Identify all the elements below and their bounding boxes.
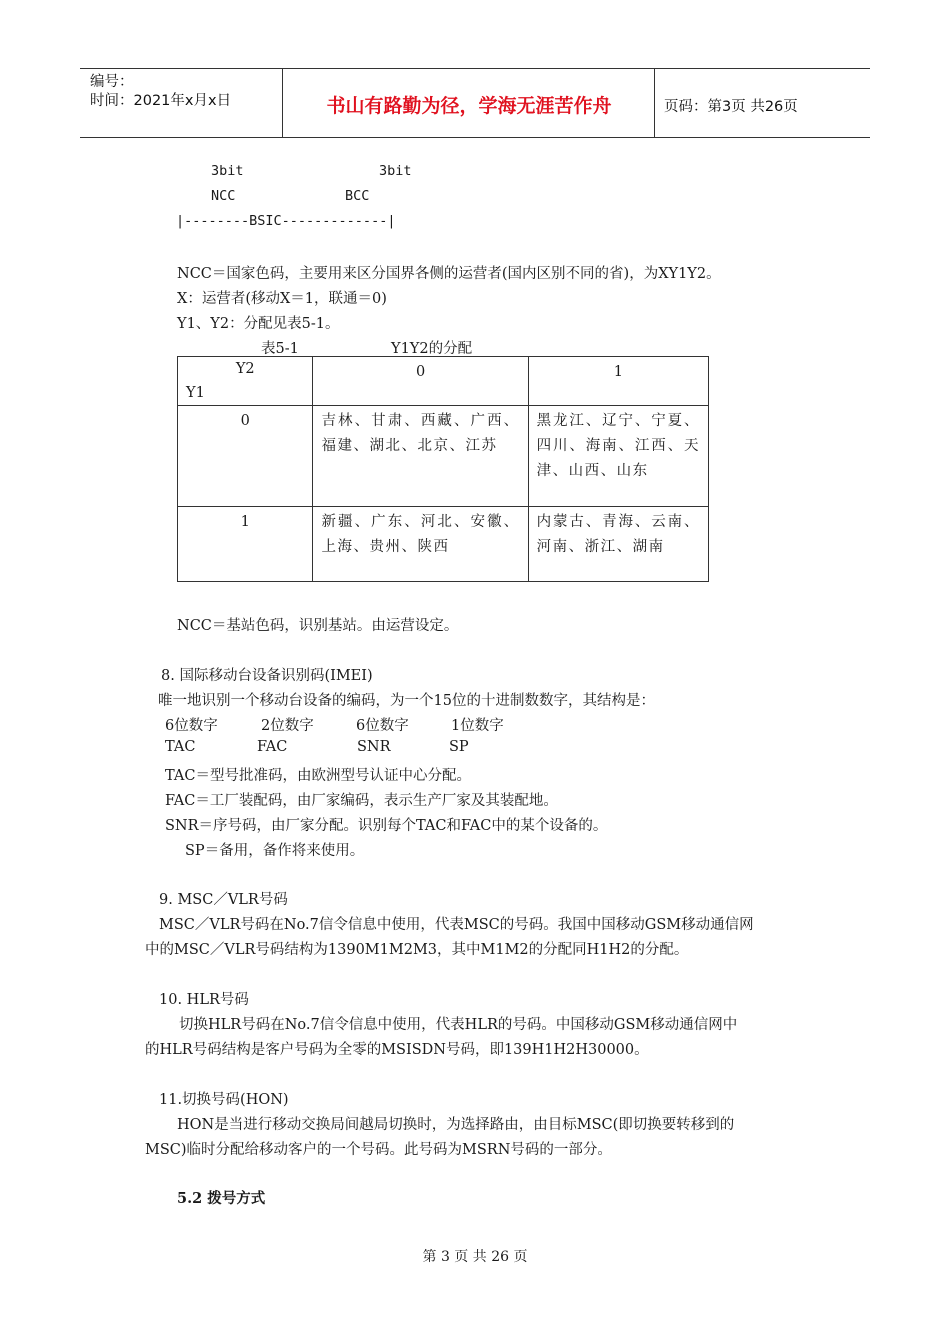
table-cell: 吉林、甘肃、西藏、广西、福建、湖北、北京、江苏 [313,406,528,507]
hon-text-line1: HON是当进行移动交换局间越局切换时，为选择路由，由目标MSC(即切换要转移到的 [177,1117,735,1133]
imei-code-snr: SNR [357,739,391,755]
header-divider [654,69,655,137]
tac-definition: TAC＝型号批准码，由欧洲型号认证中心分配。 [165,768,471,784]
bcc-label: BCC [345,188,370,204]
y-definition: Y1、Y2：分配见表5-1。 [177,316,340,332]
ncc-label: NCC [211,188,236,204]
hon-title: 11.切换号码(HON) [159,1092,289,1108]
bcc-definition: NCC＝基站色码，识别基站。由运营设定。 [177,618,459,634]
imei-code-fac: FAC [257,739,288,755]
doc-date-label: 时间：2021年x月x日 [90,93,232,109]
row-label: 0 [178,406,313,507]
page-header [80,68,870,138]
doc-number-label: 编号： [90,74,134,90]
sp-definition: SP＝备用，备作将来使用。 [185,843,365,859]
imei-digits-fac: 2位数字 [261,718,314,734]
ncc-bits: 3bit [211,163,244,179]
table-caption-number: 表5-1 [261,341,299,357]
imei-code-sp: SP [449,739,469,755]
header-divider [282,69,283,137]
imei-intro: 唯一地识别一个移动台设备的编码，为一个15位的十进制数数字，其结构是： [158,693,655,709]
table-row [178,406,709,507]
msc-text-line2: 中的MSC／VLR号码结构为1390M1M2M3，其中M1M2的分配同H1H2的分配。 [145,942,689,958]
corner-y1: Y1 [186,385,205,401]
x-definition: X：运营者(移动X＝1，联通＝0) [177,291,387,307]
ncc-definition: NCC＝国家色码，主要用来区分国界各侧的运营者(国内区别不同的省)，为XY1Y2。 [177,266,721,282]
hlr-text-line1: 切换HLR号码在No.7信令信息中使用，代表HLR的号码。中国移动GSM移动通信网中 [179,1017,738,1033]
corner-y2: Y2 [235,361,255,377]
bcc-bits: 3bit [379,163,412,179]
bsic-bracket: |--------BSIC-------------| [176,213,396,229]
hlr-title: 10. HLR号码 [159,992,249,1008]
hlr-text-line2: 的HLR号码结构是客户号码为全零的MSISDN号码，即139H1H2H30000。 [145,1042,649,1058]
col-header-1: 1 [528,357,708,406]
col-header-0: 0 [313,357,528,406]
imei-code-tac: TAC [165,739,196,755]
table-corner-cell [178,357,313,406]
header-meta [90,73,231,111]
header-page-info: 页码：第3页 共26页 [664,99,798,115]
section-title: 5.2 拨号方式 [177,1190,266,1207]
fac-definition: FAC＝工厂装配码，由厂家编码，表示生产厂家及其装配地。 [165,793,558,809]
msc-title: 9. MSC／VLR号码 [159,892,288,908]
table-caption-title: Y1Y2的分配 [391,341,473,357]
table-cell: 内蒙古、青海、云南、河南、浙江、湖南 [528,507,708,582]
imei-digits-snr: 6位数字 [356,718,409,734]
snr-definition: SNR＝序号码，由厂家分配。识别每个TAC和FAC中的某个设备的。 [165,818,608,834]
table-cell: 新疆、广东、河北、安徽、上海、贵州、陕西 [313,507,528,582]
imei-digits-sp: 1位数字 [451,718,504,734]
imei-title: 8. 国际移动台设备识别码(IMEI) [161,668,373,684]
row-label: 1 [178,507,313,582]
page-footer: 第 3 页 共 26 页 [422,1249,528,1265]
table-row [178,507,709,582]
table-header-row [178,357,709,406]
table-cell: 黑龙江、辽宁、宁夏、四川、海南、江西、天津、山西、山东 [528,406,708,507]
msc-text-line1: MSC／VLR号码在No.7信令信息中使用，代表MSC的号码。我国中国移动GSM移动通信网 [159,917,754,933]
hon-text-line2: MSC)临时分配给移动客户的一个号码。此号码为MSRN号码的一部分。 [145,1142,612,1158]
imei-digits-tac: 6位数字 [165,718,218,734]
header-motto: 书山有路勤为径，学海无涯苦作舟 [326,95,612,117]
y1y2-table [177,356,709,582]
